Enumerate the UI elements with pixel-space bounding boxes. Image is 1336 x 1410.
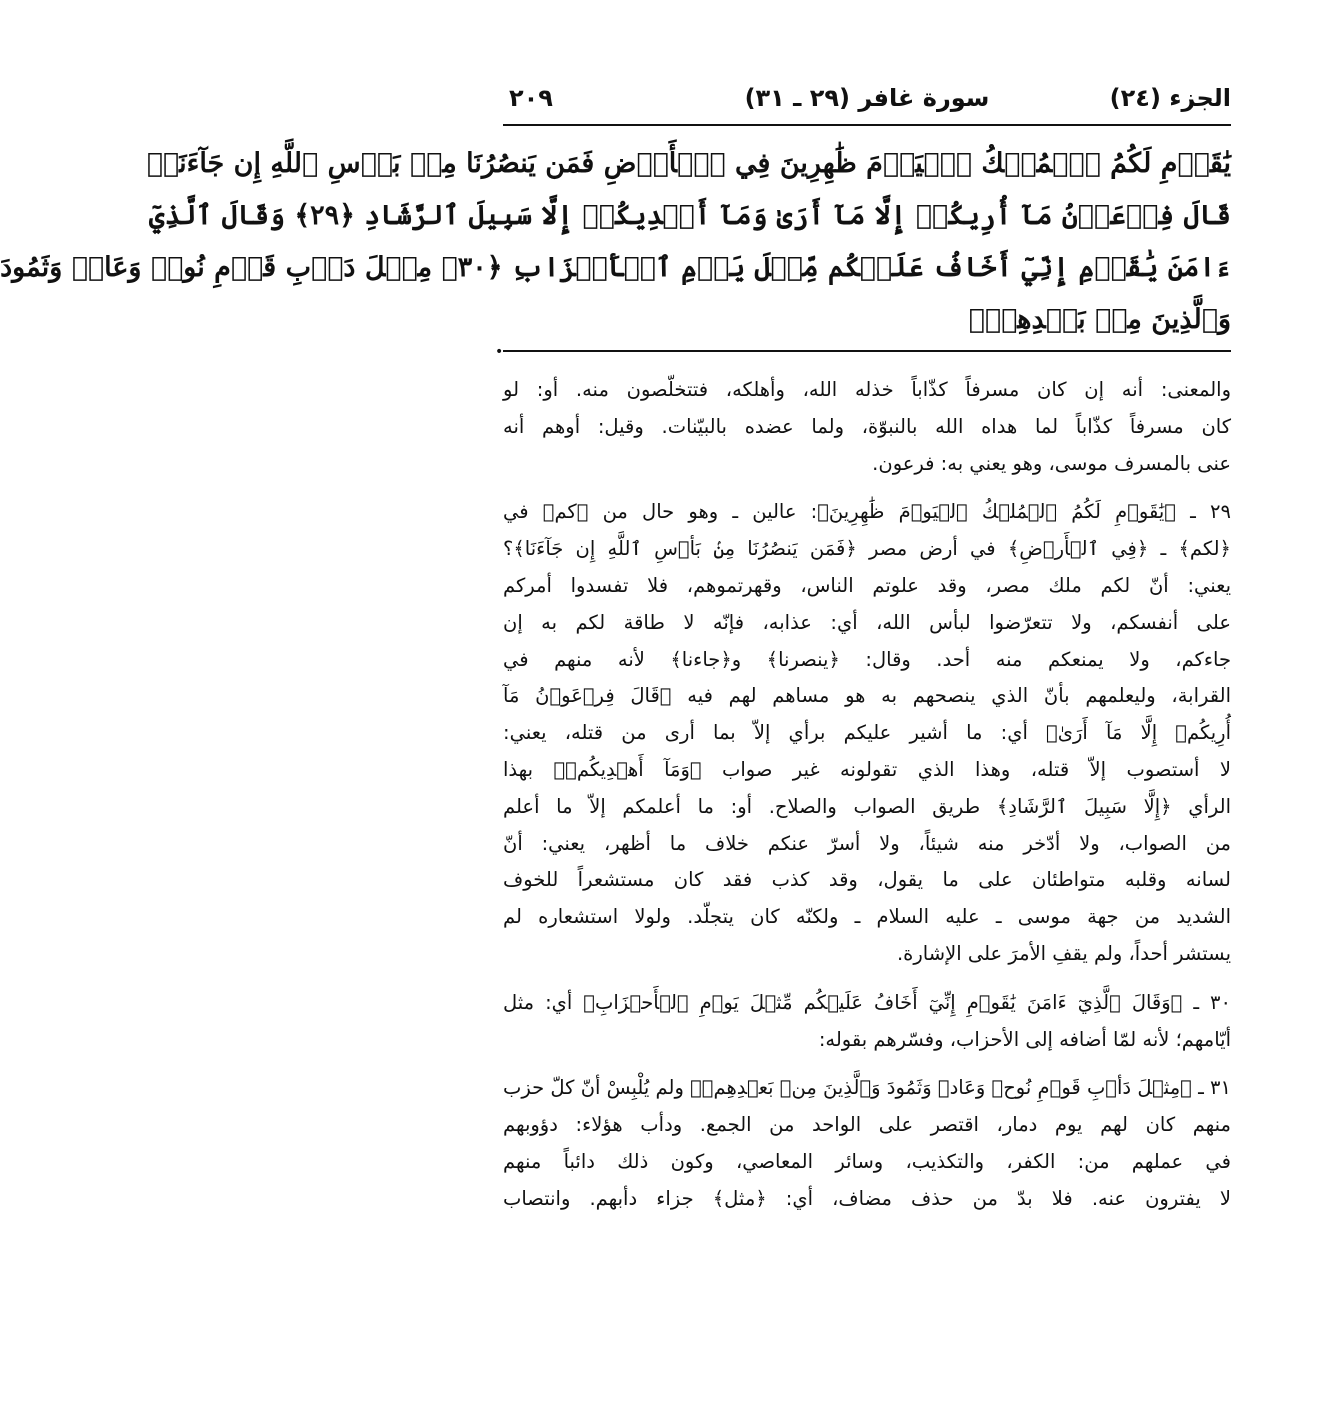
surah-title: سورة غافر (٢٩ ـ ٣١)	[744, 84, 990, 112]
text-line: والمعنى: أنه إن كان مسرفاً كذّاباً خذله الله، وأهلكه، فتتخلّصون منه. أو: لو	[503, 378, 1231, 401]
page-header	[503, 84, 1231, 126]
text-line: على أنفسكم، ولا تتعرّضوا لبأس الله، أي: عذابه، فإنّه لا طاقة لكم به إن	[503, 610, 1231, 634]
text-line: يعني: أنّ لكم ملك مصر، وقد علوتم الناس، وقهرتموهم، فلا تفسدوا أمركم	[503, 573, 1231, 597]
text-line: الشديد من جهة موسى ـ عليه السلام ـ ولكنّه كان يتجلّد. ولولا استشعاره لم	[503, 905, 1231, 929]
commentary-verse-30	[503, 985, 1231, 1059]
text-line: يستشر أحداً، ولم يقفِ الأمرَ على الإشارة.	[896, 941, 1231, 965]
text-line: لسانه وقلبه متواطئان على ما يقول، وقد كذب فقد كان مستشعراً للخوف	[503, 868, 1231, 892]
text-line: ٣١ ـ ﴿مِثۡلَ دَأۡبِ قَوۡمِ نُوحٖ وَعَادٖ وَثَمُودَ وَٱلَّذِينَ مِنۢ بَعۡدِهِمۡ﴾ ولم يُلْبِسْ أنّ كلّ حزب	[503, 1076, 1231, 1100]
text-line: منهم كان لهم يوم دمار، اقتصر على الواحد من الجمع. ودأب هؤلاء: دؤوبهم	[503, 1113, 1231, 1137]
verse-line: وَٱلَّذِينَ مِنۢ بَعۡدِهِمۡۚ	[968, 304, 1231, 335]
text-line: لا يفترون عنه. فلا بدّ من حذف مضاف، أي: ﴿مثل﴾ جزاء دأبهم. وانتصاب	[503, 1186, 1231, 1210]
text-line: من الصواب، ولا أدّخر منه شيئاً، ولا أسرّ عنكم خلاف ما أظهر، يعني: أنّ	[503, 831, 1231, 855]
text-line: جاءكم، ولا يمنعكم منه أحد. وقال: ﴿ينصرنا﴾ و﴿جاءنا﴾ لأنه منهم في	[503, 647, 1231, 671]
verse-line: قَالَ فِرۡعَوۡنُ مَآ أُرِيكُمۡ إِلَّا مَآ أَرَىٰ وَمَآ أَهۡدِيكُمۡ إِلَّا سَبِيلَ ٱلرَّشَادِ ﴿٢٩﴾ وَقَالَ ٱلَّذِيٓ	[148, 200, 1231, 231]
commentary	[503, 372, 1231, 1218]
divider-dot: •	[495, 344, 504, 360]
verse-line: يَٰقَوۡمِ لَكُمُ ٱلۡمُلۡكُ ٱلۡيَوۡمَ ظَٰهِرِينَ فِي ٱلۡأَرۡضِ فَمَن يَنصُرُنَا مِنۢ بَأۡسِ ٱللَّهِ إِن جَآءَنَاۚ	[146, 148, 1231, 179]
part-label: الجزء (٢٤)	[1109, 84, 1231, 112]
text-line: الرأي ﴿إِلَّا سَبِيلَ ٱلرَّشَادِ﴾ طريق الصواب والصلاح. أو: ما أعلمكم إلاّ ما أعلم	[503, 794, 1231, 818]
commentary-verse-29	[503, 494, 1231, 972]
text-line: في عملهم من: الكفر، والتكذيب، وسائر المعاصي، وكون ذلك دائباً منهم	[503, 1149, 1231, 1173]
text-line: كان مسرفاً كذّاباً لما هداه الله بالنبوّة، ولما عضده بالبيّنات. وقيل: أوهم أنه	[503, 414, 1231, 438]
text-line: ﴿لكم﴾ ـ ﴿فِي ٱلۡأَرۡضِ﴾ في أرض مصر ﴿فَمَن يَنصُرُنَا مِنۢ بَأۡسِ ٱللَّهِ إِن جَآءَنَا﴾؟	[503, 537, 1231, 561]
commentary-intro	[503, 372, 1231, 482]
text-line: ٢٩ ـ ﴿يَٰقَوۡمِ لَكُمُ ٱلۡمُلۡكُ ٱلۡيَوۡمَ ظَٰهِرِينَ﴾: عالين ـ وهو حال من ﴿كم﴾ في	[503, 500, 1231, 524]
text-line: القرابة، وليعلمهم بأنّ الذي ينصحهم به هو مساهم لهم فيه ﴿قَالَ فِرۡعَوۡنُ مَآ	[503, 684, 1231, 708]
commentary-verse-31	[503, 1070, 1231, 1217]
text-line: عنى بالمسرف موسى، وهو يعني به: فرعون.	[872, 451, 1231, 475]
text-line: أيّامهم؛ لأنه لمّا أضافه إلى الأحزاب، وفسّرهم بقوله:	[818, 1027, 1231, 1051]
verses-divider	[503, 350, 1231, 352]
text-line: أُرِيكُمۡ إِلَّا مَآ أَرَىٰ﴾ أي: ما أشير عليكم برأي إلاّ بما أرى من قتله، يعني:	[503, 721, 1231, 745]
text-line: ٣٠ ـ ﴿وَقَالَ ٱلَّذِيٓ ءَامَنَ يَٰقَوۡمِ إِنِّيٓ أَخَافُ عَلَيۡكُم مِّثۡلَ يَوۡمِ ٱلۡأَحۡزَابِ﴾ أي: مثل	[503, 990, 1231, 1014]
verse-line: ءَامَنَ يَٰقَوۡمِ إِنِّيٓ أَخَافُ عَلَيۡكُم مِّثۡلَ يَوۡمِ ٱلۡأَحۡزَابِ ﴿٣٠﴾ مِثۡلَ دَأۡبِ قَوۡمِ نُوحٖ وَعَادٖ وَثَمُودَ	[0, 252, 1231, 283]
text-line: لا أستصوب إلاّ قتله، وهذا الذي تقولونه غير صواب ﴿وَمَآ أَهۡدِيكُمۡ﴾ بهذا	[503, 757, 1231, 781]
quran-verses	[0, 138, 1231, 350]
page-number: ٢٠٩	[509, 84, 553, 112]
